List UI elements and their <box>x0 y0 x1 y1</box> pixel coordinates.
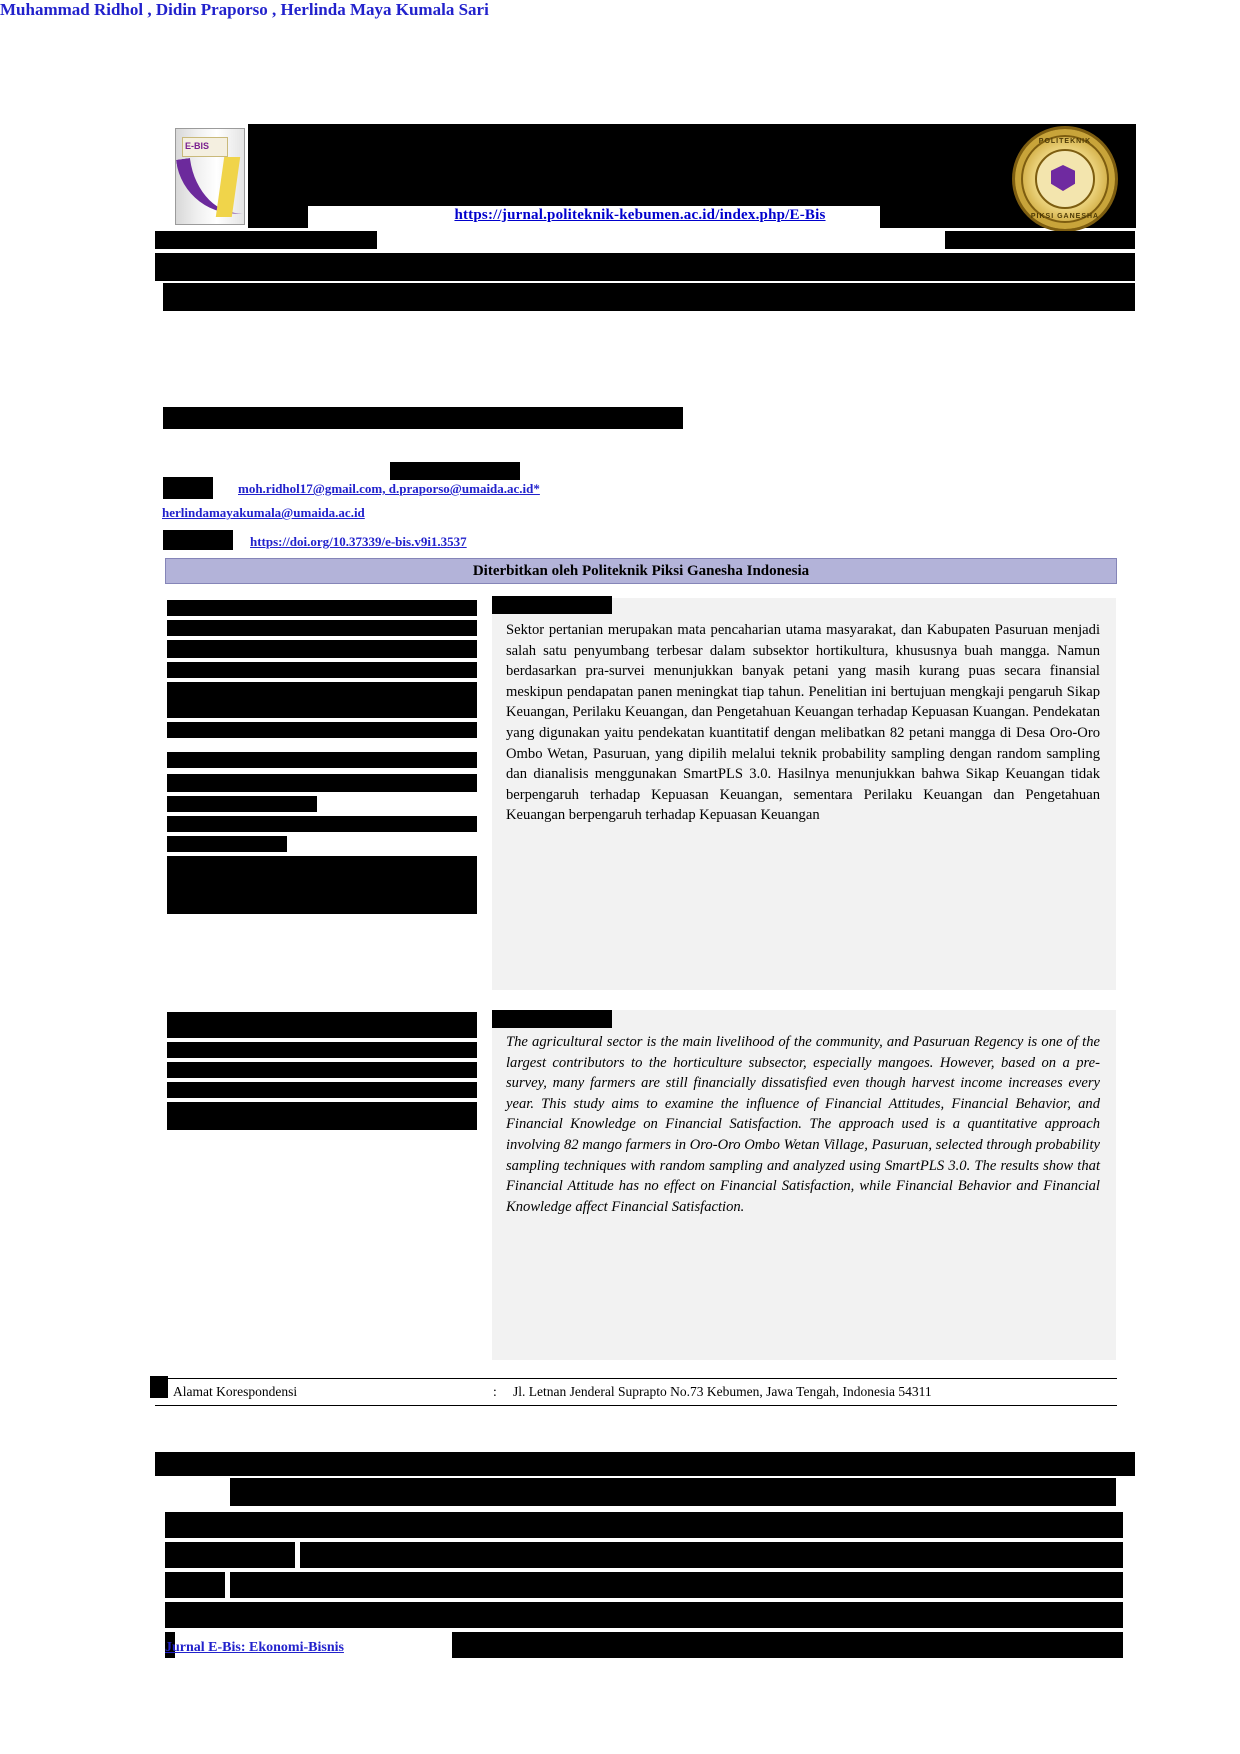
redacted-keywords-block <box>167 682 477 718</box>
redacted-body-block <box>230 1572 1123 1598</box>
redacted-abstract-title-overlay <box>492 1010 612 1028</box>
redacted-body-block <box>165 1512 1123 1538</box>
correspondence-colon: : <box>493 1384 497 1399</box>
redacted-body-block <box>452 1632 1123 1658</box>
redacted-keywords-block <box>167 600 477 616</box>
authors-line: Muhammad Ridhol , Didin Praporso , Herlinda Maya Kumala Sari <box>0 0 489 19</box>
institution-seal-icon <box>1012 126 1118 232</box>
redacted-title-block <box>255 283 1135 311</box>
journal-url-link[interactable]: https://jurnal.politeknik-kebumen.ac.id/index.php/E-Bis <box>454 207 826 223</box>
redacted-header-block <box>248 124 888 206</box>
redacted-title-block <box>155 231 377 249</box>
redacted-body-block <box>165 1572 225 1598</box>
redacted-keywords-en-block <box>167 1102 477 1130</box>
redacted-doi-prefix <box>163 530 233 550</box>
abstract-english-text: The agricultural sector is the main livelihood of the community, and Pasuruan Regency is one of the largest contributors to the horticulture subsector, especially mangoes. However, based on a pre-survey, many farmers are still financially dissatisfied even though harvest income increases every year. This study aims to examine the influence of Financial Attitudes, Financial Behavior, and Financial Knowledge on Financial Satisfaction. The approach used is a quantitative approach involving 82 mango farmers in Oro-Oro Ombo Wetan Village, Pasuruan, selected through probability sampling techniques with random sampling and analyzed using SmartPLS 3.0. The results show that Financial Attitude has no effect on Financial Satisfaction, while Financial Behavior and Financial Knowledge affect Financial Satisfaction. <box>506 1034 1100 1215</box>
redacted-abstract-title-overlay <box>492 596 612 614</box>
redacted-keywords-block <box>167 620 477 636</box>
redacted-title-block <box>163 283 255 311</box>
redacted-keywords-en-block <box>167 1012 477 1038</box>
redacted-keywords-block <box>167 662 477 678</box>
author-emails-line2[interactable]: herlindamayakumala@umaida.ac.id <box>162 505 365 520</box>
redacted-keywords-block <box>167 640 477 658</box>
redacted-body-block <box>230 1478 1116 1506</box>
redacted-keywords-block <box>167 856 477 914</box>
correspondence-label: Alamat Korespondensi <box>173 1384 298 1399</box>
correspondence-value: Jl. Letnan Jenderal Suprapto No.73 Kebumen, Jawa Tengah, Indonesia 54311 <box>513 1384 932 1399</box>
redacted-keywords-block <box>167 752 477 768</box>
doi-link[interactable]: https://doi.org/10.37339/e-bis.v9i1.3537 <box>250 534 467 549</box>
abstract-indonesian-text: Sektor pertanian merupakan mata pencaharian utama masyarakat, dan Kabupaten Pasuruan menjadi salah satu penyumbang terbesar dalam subsektor hortikultura, khususnya buah mangga. Namun berdasarkan pra-survei menunjukkan banyak petani yang masih kurang puas secara finansial meskipun pendapatan panen meningkat tiap tahun. Penelitian ini bertujuan mengkaji pengaruh Sikap Keuangan, Perilaku Keuangan, dan Pengetahuan Keuangan terhadap Kepuasan Kuangan. Pendekatan yang digunakan yaitu pendekatan kuantitatif dengan melibatkan 82 petani mangga di Desa Oro-Oro Ombo Wetan, Pasuruan, yang dipilih melalui teknik probability sampling dengan random sampling dan dianalisis menggunakan SmartPLS 3.0. Hasilnya menunjukkan bahwa Sikap Keuangan tidak berpengaruh terhadap Kepuasan Keuangan, sementara Perilaku Keuangan dan Pengetahuan Keuangan berpengaruh terhadap Kepuasan Keuangan <box>506 622 1100 824</box>
redacted-email-prefix <box>163 477 213 499</box>
author-emails-line1[interactable]: moh.ridhol17@gmail.com, d.praporso@umaida.ac.id* <box>238 481 540 496</box>
redacted-keywords-en-block <box>167 1042 477 1058</box>
redacted-header-block <box>248 206 308 228</box>
footer-journal-link[interactable]: Jurnal E-Bis: Ekonomi-Bisnis <box>165 1640 344 1655</box>
redacted-keywords-block <box>167 774 477 792</box>
redacted-body-block <box>165 1602 1123 1628</box>
logo-text: E-BIS <box>185 141 210 151</box>
redacted-keywords-block <box>167 796 317 812</box>
redacted-body-block <box>165 1542 295 1568</box>
correspondence-row <box>155 1378 1117 1406</box>
seal-bottom-text: PIKSI GANESHA <box>1030 213 1100 220</box>
seal-top-text: POLITEKNIK <box>1038 138 1092 145</box>
redacted-email-prefix <box>390 462 520 480</box>
publisher-bar: Diterbitkan oleh Politeknik Piksi Ganesha Indonesia <box>165 558 1117 584</box>
redacted-keywords-block <box>167 722 477 738</box>
redacted-title-block <box>945 231 1135 249</box>
redacted-affiliation-block <box>163 407 683 429</box>
redacted-keywords-en-block <box>167 1082 477 1098</box>
redacted-keywords-block <box>167 816 477 832</box>
redacted-keywords-en-block <box>167 1062 477 1078</box>
redacted-body-block <box>155 1452 1135 1476</box>
redacted-keywords-block <box>167 836 287 852</box>
redacted-body-block <box>300 1542 1123 1568</box>
journal-cover-logo <box>175 128 245 225</box>
redacted-title-block <box>155 253 1135 281</box>
